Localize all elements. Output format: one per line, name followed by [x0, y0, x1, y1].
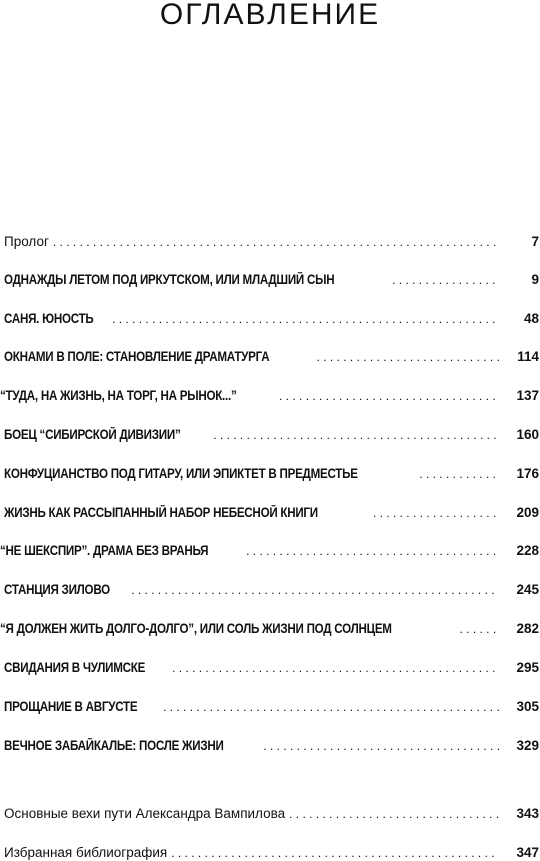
dot-leader: [263, 739, 499, 753]
toc-entry-title: “НЕ ШЕКСПИР”. ДРАМА БЕЗ ВРАНЬЯ: [0, 543, 209, 558]
dot-leader: [459, 622, 499, 636]
dot-leader: [289, 807, 499, 821]
toc-entry[interactable]: [4, 582, 539, 597]
toc-entry[interactable]: [4, 272, 539, 287]
toc-entry-title: “Я ДОЛЖЕН ЖИТЬ ДОЛГО-ДОЛГО”, ИЛИ СОЛЬ ЖИЗНИ ПОД СОЛНЦЕМ: [0, 621, 392, 636]
toc-entry-page: 329: [516, 738, 539, 753]
toc-entry[interactable]: [0, 543, 539, 558]
toc-entry-title: БОЕЦ “СИБИРСКОЙ ДИВИЗИИ”: [4, 427, 181, 442]
toc-entry-page: 343: [516, 806, 539, 821]
toc-entry[interactable]: [4, 845, 539, 860]
toc-entry[interactable]: [4, 699, 539, 714]
toc-entry-page: 176: [516, 466, 539, 481]
toc-entry-title: ОКНАМИ В ПОЛЕ: СТАНОВЛЕНИЕ ДРАМАТУРГА: [4, 349, 270, 364]
toc-entry[interactable]: [4, 466, 539, 481]
dot-leader: [246, 544, 499, 558]
dot-leader: [112, 312, 499, 326]
toc-entry[interactable]: [4, 349, 539, 364]
toc-entry-page: 114: [517, 349, 539, 364]
dot-leader: [279, 389, 499, 403]
toc-entry[interactable]: [4, 505, 539, 520]
toc-entry-title: ОДНАЖДЫ ЛЕТОМ ПОД ИРКУТСКОМ, ИЛИ МЛАДШИЙ СЫН: [4, 272, 335, 287]
toc-entry[interactable]: [4, 660, 539, 675]
toc-entry-title: Основные вехи пути Александра Вампилова: [4, 806, 286, 821]
toc-entry-title: “ТУДА, НА ЖИЗНЬ, НА ТОРГ, НА РЫНОК...”: [0, 388, 237, 403]
toc-entry[interactable]: [4, 311, 539, 326]
toc-entry-title: Пролог: [4, 234, 49, 249]
dot-leader: [172, 661, 499, 675]
toc-entry[interactable]: [4, 427, 539, 442]
toc-entry-page: 160: [516, 427, 539, 442]
toc-entry-title: САНЯ. ЮНОСТЬ: [4, 311, 94, 326]
toc-entry-title: СТАНЦИЯ ЗИЛОВО: [4, 582, 110, 597]
dot-leader: [53, 235, 499, 249]
toc-entry-page: 245: [516, 582, 539, 597]
toc-entry-page: 295: [516, 660, 539, 675]
toc-entry-page: 7: [531, 234, 539, 249]
dot-leader: [163, 700, 499, 714]
toc-entry-page: 228: [516, 543, 539, 558]
toc-entry-page: 48: [523, 311, 539, 326]
toc-entry-title: ВЕЧНОЕ ЗАБАЙКАЛЬЕ: ПОСЛЕ ЖИЗНИ: [4, 738, 224, 753]
dot-leader: [171, 846, 499, 860]
toc-entry[interactable]: [4, 234, 539, 249]
toc-entry-title: ПРОЩАНИЕ В АВГУСТЕ: [4, 699, 138, 714]
page-title: ОГЛАВЛЕНИЕ: [159, 0, 381, 31]
toc-entry-page: 209: [516, 505, 539, 520]
toc-entry-title: КОНФУЦИАНСТВО ПОД ГИТАРУ, ИЛИ ЭПИКТЕТ В ПРЕДМЕСТЬЕ: [4, 466, 358, 481]
dot-leader: [213, 428, 499, 442]
toc-entry-page: 9: [531, 272, 539, 287]
toc-entry-title: СВИДАНИЯ В ЧУЛИМСКЕ: [4, 660, 146, 675]
dot-leader: [373, 506, 499, 520]
toc-entry-page: 137: [516, 388, 539, 403]
toc-entry-page: 282: [516, 621, 539, 636]
toc-entry-title: ЖИЗНЬ КАК РАССЫПАННЫЙ НАБОР НЕБЕСНОЙ КНИГИ: [4, 505, 318, 520]
toc-entry[interactable]: [4, 806, 539, 821]
dot-leader: [131, 583, 499, 597]
dot-leader: [317, 350, 499, 364]
toc-entry-page: 347: [516, 845, 539, 860]
dot-leader: [419, 467, 499, 481]
toc-entry-title: Избранная библиография: [4, 845, 168, 860]
dot-leader: [392, 273, 499, 287]
toc-entry[interactable]: [0, 388, 539, 403]
toc-entry[interactable]: [4, 738, 539, 753]
toc-entry[interactable]: [0, 621, 539, 636]
toc-entry-page: 305: [516, 699, 539, 714]
